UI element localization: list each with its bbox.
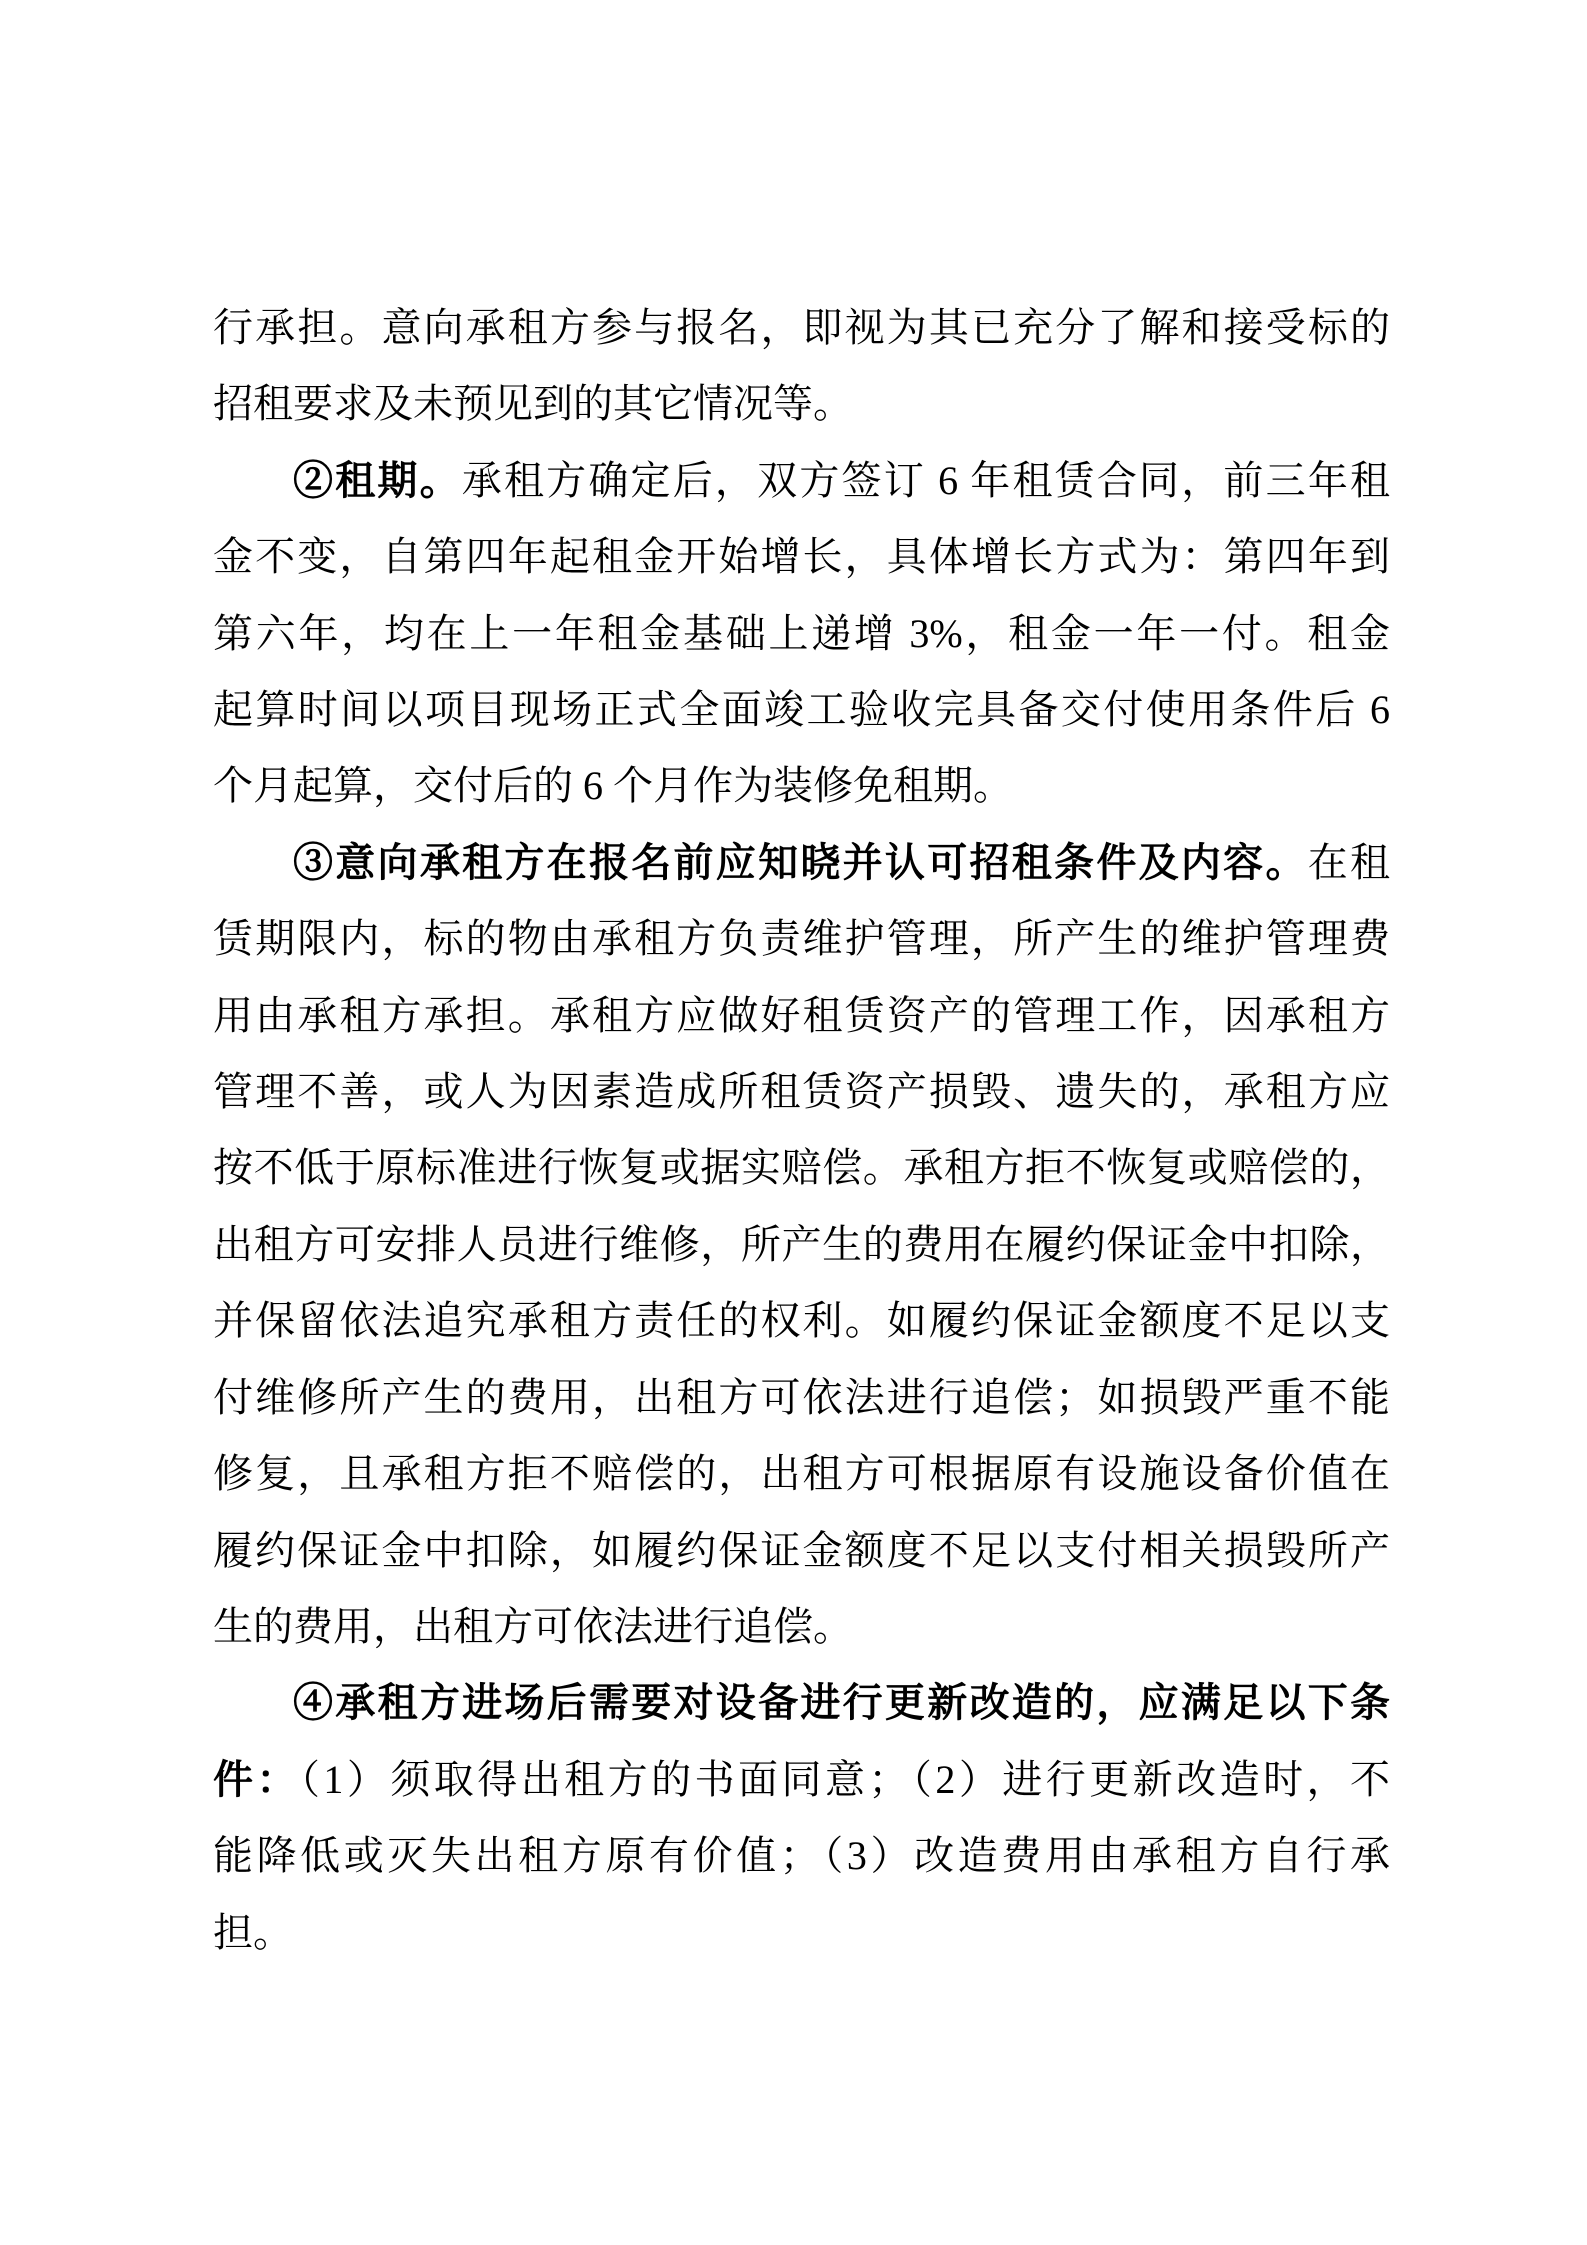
text-line [213, 1895, 1390, 1971]
text-line [213, 1742, 1390, 1818]
text-line [213, 825, 1390, 901]
text-line [213, 1130, 1390, 1206]
text-run: 付维修所产生的费用，出租方可依法进行追偿；如损毁严重不能 [213, 1374, 1390, 1420]
text-run: 生的费用，出租方可依法进行追偿。 [213, 1603, 853, 1649]
text-line [213, 290, 1390, 366]
text-line [213, 1436, 1390, 1512]
text-line [213, 1513, 1390, 1589]
text-run: 起算时间以项目现场正式全面竣工验收完具备交付使用条件后 6 [213, 687, 1390, 733]
text-line [213, 1054, 1390, 1130]
text-run: 担。 [213, 1909, 293, 1955]
text-line [213, 1360, 1390, 1436]
text-line [213, 978, 1390, 1054]
paragraph [213, 1665, 1390, 1971]
text-line [213, 1283, 1390, 1359]
text-line [213, 366, 1390, 442]
text-line [213, 1207, 1390, 1283]
text-run: 用由承租方承担。承租方应做好租赁资产的管理工作，因承租方 [213, 992, 1390, 1038]
text-run: （1）须取得出租方的书面同意；（2）进行更新改造时，不 [299, 1756, 1391, 1802]
text-run: 赁期限内，标的物由承租方负责维护管理，所产生的维护管理费 [213, 916, 1390, 962]
text-run: 第六年，均在上一年租金基础上递增 3%，租金一年一付。租金 [213, 610, 1390, 656]
text-run: 在租 [1307, 839, 1391, 885]
text-run: 行承担。意向承租方参与报名，即视为其已充分了解和接受标的 [213, 305, 1390, 350]
paragraph [213, 443, 1390, 825]
text-run: 履约保证金中扣除，如履约保证金额度不足以支付相关损毁所产 [213, 1527, 1390, 1573]
text-line [213, 1665, 1390, 1741]
bold-text-run: ②租期。 [293, 457, 462, 503]
bold-text-run: 件： [213, 1756, 300, 1802]
text-line [213, 1818, 1390, 1894]
text-run: 修复，且承租方拒不赔偿的，出租方可根据原有设施设备价值在 [213, 1451, 1390, 1497]
text-line [213, 596, 1390, 672]
text-run: 能降低或灭失出租方原有价值；（3）改造费用由承租方自行承 [213, 1833, 1390, 1879]
text-run: 出租方可安排人员进行维修，所产生的费用在履约保证金中扣除， [213, 1221, 1390, 1267]
bold-text-run: ④承租方进场后需要对设备进行更新改造的，应满足以下条 [293, 1680, 1390, 1726]
text-line [213, 443, 1390, 519]
text-run: 招租要求及未预见到的其它情况等。 [213, 381, 853, 427]
paragraph [213, 825, 1390, 1665]
text-line [213, 519, 1390, 595]
text-run: 承租方确定后，双方签订 6 年租赁合同，前三年租 [461, 457, 1391, 503]
text-run: 并保留依法追究承租方责任的权利。如履约保证金额度不足以支 [213, 1298, 1390, 1344]
text-run: 管理不善，或人为因素造成所租赁资产损毁、遗失的，承租方应 [213, 1069, 1390, 1115]
document-text-body [213, 290, 1390, 1971]
text-run: 金不变，自第四年起租金开始增长，具体增长方式为：第四年到 [213, 534, 1390, 580]
text-line [213, 901, 1390, 977]
paragraph [213, 290, 1390, 443]
text-line [213, 748, 1390, 824]
text-run: 个月起算，交付后的 6 个月作为装修免租期。 [213, 763, 1013, 809]
text-line [213, 672, 1390, 748]
bold-text-run: ③意向承租方在报名前应知晓并认可招租条件及内容。 [293, 839, 1308, 885]
text-run: 按不低于原标准进行恢复或据实赔偿。承租方拒不恢复或赔偿的， [213, 1145, 1390, 1191]
text-line [213, 1589, 1390, 1665]
